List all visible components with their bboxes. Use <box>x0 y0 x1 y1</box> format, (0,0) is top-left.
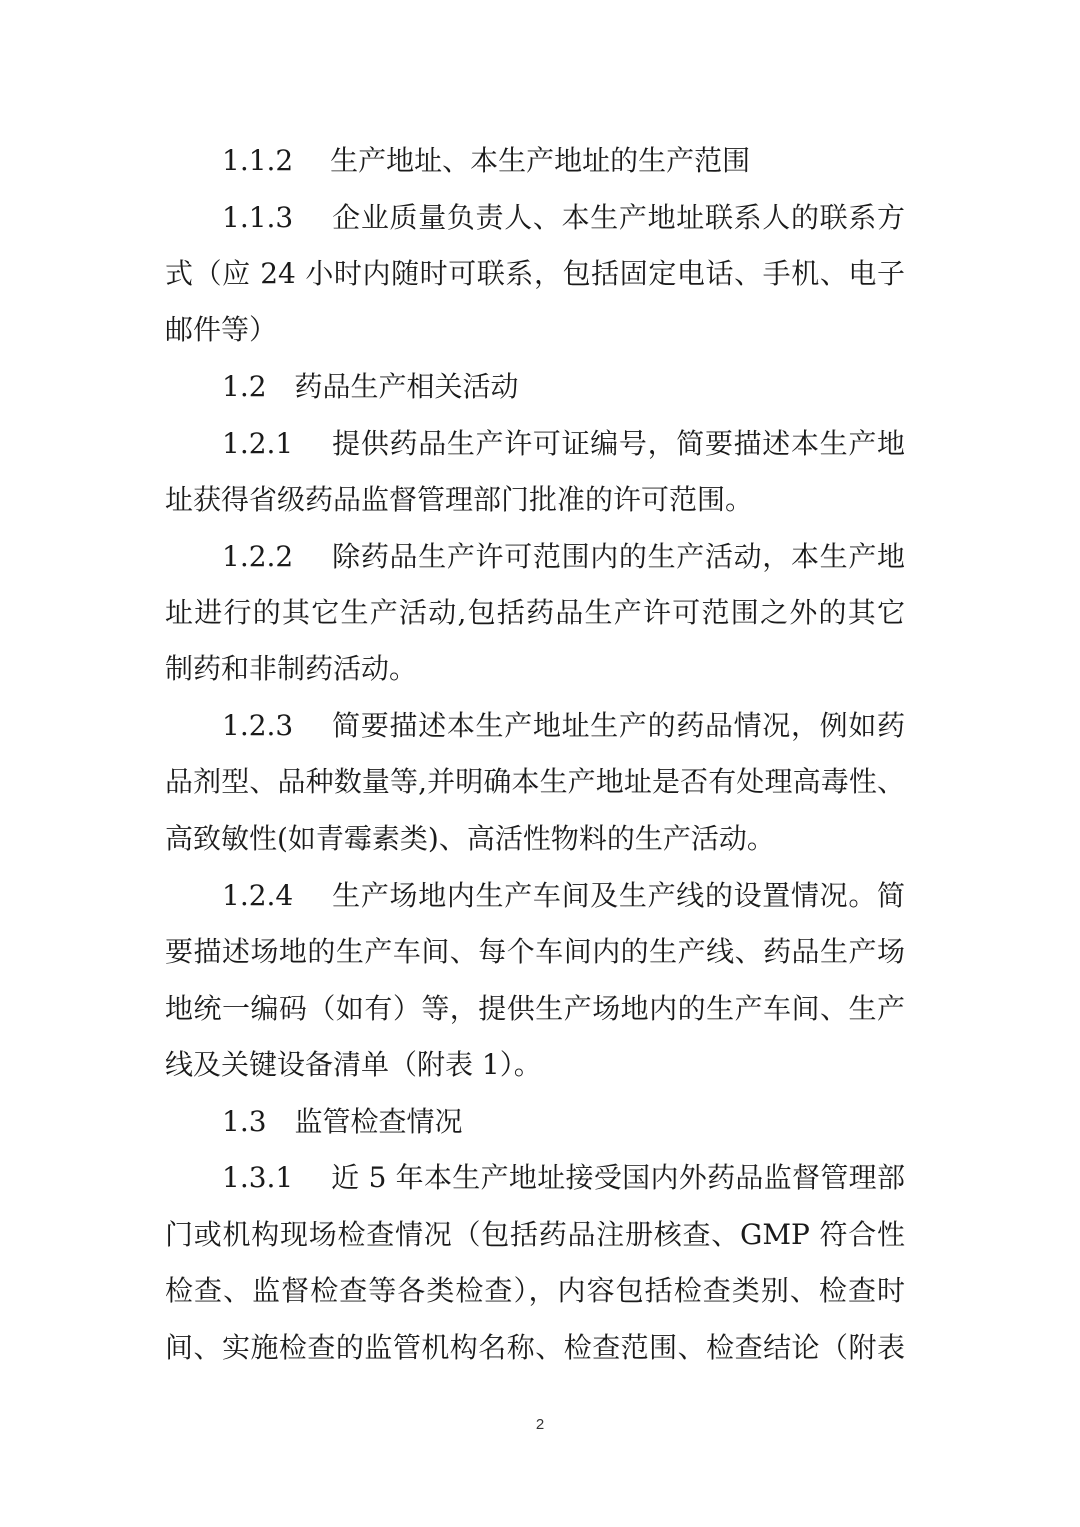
text-line: 1.2.2 除药品生产许可范围内的生产活动，本生产地 <box>222 540 905 573</box>
section-heading: 1.2 药品生产相关活动 <box>222 370 519 403</box>
text-line: 线及关键设备清单（附表 1）。 <box>165 1048 542 1081</box>
text-line: 邮件等） <box>165 313 278 346</box>
text-line: 1.1.3 企业质量负责人、本生产地址联系人的联系方 <box>222 201 905 234</box>
text-line: 要描述场地的生产车间、每个车间内的生产线、药品生产场 <box>165 935 905 968</box>
text-line: 1.2.4 生产场地内生产车间及生产线的设置情况。简 <box>222 879 905 912</box>
text-line: 址进行的其它生产活动,包括药品生产许可范围之外的其它 <box>165 596 905 629</box>
text-line: 地统一编码（如有）等，提供生产场地内的生产车间、生产 <box>165 992 905 1025</box>
text-line: 1.2.1 提供药品生产许可证编号，简要描述本生产地 <box>222 427 905 460</box>
text-line: 1.2.3 简要描述本生产地址生产的药品情况，例如药 <box>222 709 905 742</box>
text-line: 1.1.2 生产地址、本生产地址的生产范围 <box>222 144 751 177</box>
text-line: 式（应 24 小时内随时可联系，包括固定电话、手机、电子 <box>165 257 905 290</box>
text-line: 1.3.1 近 5 年本生产地址接受国内外药品监督管理部 <box>222 1161 905 1194</box>
text-line: 制药和非制药活动。 <box>165 652 418 685</box>
text-line: 间、实施检查的监管机构名称、检查范围、检查结论（附表 <box>165 1331 905 1364</box>
text-line: 高致敏性(如青霉素类)、高活性物料的生产活动。 <box>165 822 775 855</box>
text-line: 址获得省级药品监督管理部门批准的许可范围。 <box>165 483 754 516</box>
text-line: 检查、监督检查等各类检查），内容包括检查类别、检查时 <box>165 1274 905 1307</box>
text-line: 门或机构现场检查情况（包括药品注册核查、GMP 符合性 <box>165 1218 905 1251</box>
page-number: 2 <box>535 1416 545 1433</box>
text-line: 品剂型、品种数量等,并明确本生产地址是否有处理高毒性、 <box>165 765 905 798</box>
section-heading: 1.3 监管检查情况 <box>222 1105 463 1138</box>
